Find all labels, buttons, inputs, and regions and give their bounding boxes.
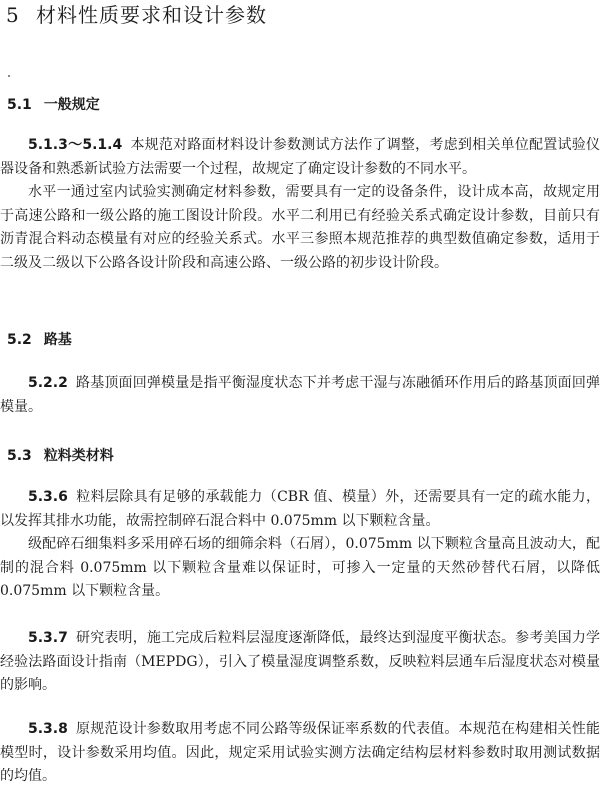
- clause-paragraph: 水平一通过室内试验实测确定材料参数，需要具有一定的设备条件，设计成本高，故规定用于高速公路和一级公路的施工图设计阶段。水平二利用已有经验关系式确定设计参数，目前只有沥青混合料动态模量有对应的经验关系式。水平三参照本规范推荐的典型数值确定参数，适用于二级及二级以下公路各设计阶段和高速公路、一级公路的初步设计阶段。: [0, 184, 600, 271]
- section-heading-5-3: [7, 446, 600, 466]
- clause-number: 5.3.7: [28, 630, 68, 646]
- scan-speck: [8, 75, 10, 77]
- clause-5-1-3: [0, 134, 600, 275]
- clause-number: 5.2.2: [28, 375, 68, 391]
- clause-number: 5.3.8: [28, 721, 68, 737]
- clause-paragraph: [0, 627, 600, 698]
- clause-number: 5.3.6: [28, 489, 68, 505]
- clause-paragraph: [0, 134, 600, 181]
- paragraph-text: 路基顶面回弹模量是指平衡湿度状态下并考虑干湿与冻融循环作用后的路基顶面回弹模量。: [0, 375, 600, 415]
- clause-5-3-7: [0, 627, 600, 698]
- clause-paragraph: [0, 486, 600, 533]
- section-title: 一般规定: [43, 97, 100, 113]
- clause-paragraph: [0, 718, 600, 789]
- clause-5-3-6: [0, 486, 600, 604]
- paragraph-text: 原规范设计参数取用考虑不同公路等级保证率系数的代表值。本规范在构建相关性能模型时，设计参数采用均值。因此，规定采用试验实测方法确定结构层材料参数时取用测试数据的均值。: [0, 721, 600, 784]
- section-title: 粒料类材料: [43, 448, 114, 464]
- clause-5-2-2: [0, 372, 600, 419]
- clause-5-3-8: [0, 718, 600, 789]
- section-number: 5.2: [7, 332, 32, 348]
- chapter-title: [6, 2, 267, 28]
- clause-paragraph: [0, 372, 600, 419]
- paragraph-text: 研究表明，施工完成后粒料层湿度逐渐降低，最终达到湿度平衡状态。参考美国力学经验法路面设计指南（MEPDG），引入了模量湿度调整系数，反映粒料层通车后湿度状态对模量的影响。: [0, 630, 600, 693]
- section-heading-5-2: [7, 330, 600, 350]
- section-heading-5-1: [7, 95, 600, 115]
- chapter-title-text: 材料性质要求和设计参数: [36, 3, 267, 27]
- clause-paragraph: 级配碎石细集料多采用碎石场的细筛余料（石屑），0.075mm 以下颗粒含量高且波动大，配制的混合料 0.075mm 以下颗粒含量难以保证时，可掺入一定量的天然砂替代石屑，以降低 0.075mm 以下颗粒含量。: [0, 536, 600, 599]
- paragraph-text: 本规范对路面材料设计参数测试方法作了调整，考虑到相关单位配置试验仪器设备和熟悉新试验方法需要一个过程，故规定了确定设计参数的不同水平。: [0, 137, 600, 177]
- section-title: 路基: [43, 332, 72, 348]
- clause-number: 5.1.3～5.1.4: [28, 137, 123, 153]
- section-number: 5.1: [7, 97, 32, 113]
- paragraph-text: 粒料层除具有足够的承载能力（CBR 值、模量）外，还需要具有一定的疏水能力，以发挥其排水功能，故需控制碎石混合料中 0.075mm 以下颗粒含量。: [0, 489, 600, 529]
- chapter-number: 5: [6, 3, 20, 27]
- section-number: 5.3: [7, 448, 32, 464]
